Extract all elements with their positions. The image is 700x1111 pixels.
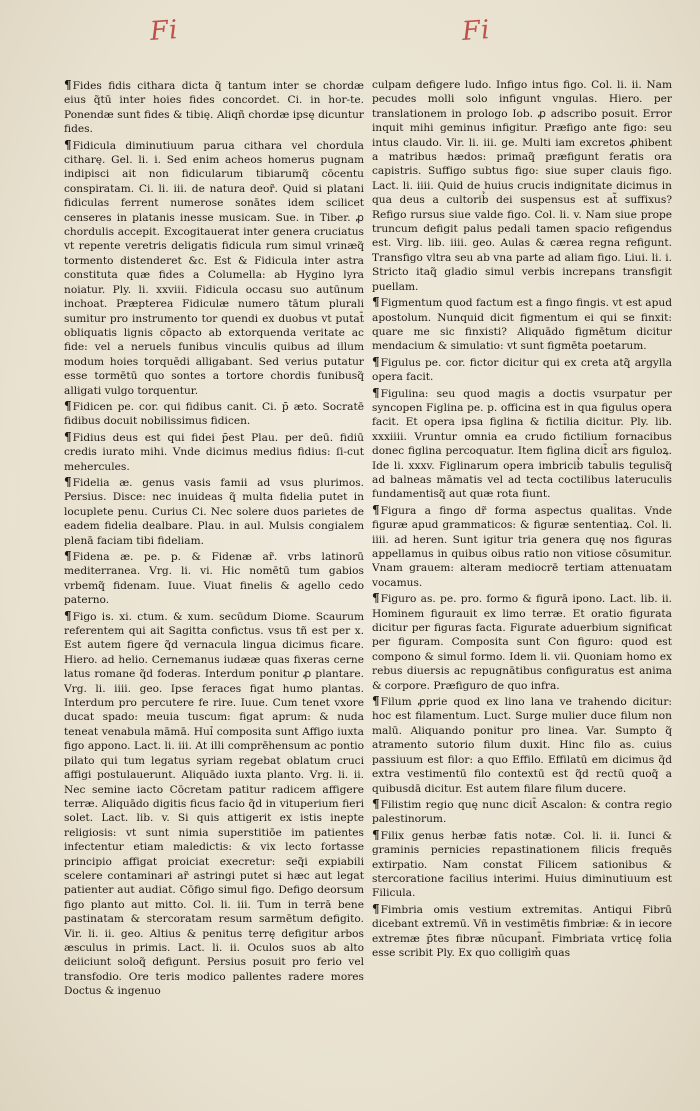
dictionary-entry: ¶Fidelia æ. genus vasis famii ad vsus plurimos. Persius. Disce: nec inuideas q̃ multa fidelia putet in locuplete penu. Curius Ci. Nec solere duos parietes de eadem fidelia dealbare. Plau. in aul. Mulsis congialem plenā faciam tibi fideliam. xyxy=(64,474,364,547)
pilcrow-icon: ¶ xyxy=(372,901,380,916)
running-head-right: Fi xyxy=(460,15,492,47)
dictionary-entry: ¶Figura a fingo dr̃ forma aspectus qualitas. Vnde figuræ apud grammaticos: & figuræ sententiaꝝ. Col. li. iiii. ad heren. Sunt igitur tria genera quę nos figuras appellamus in quibus oibus ratio non vitiose cōsumitur. Vnam grauem: alteram mediocrē tertiam attenuatam vocamus. xyxy=(372,502,672,589)
pilcrow-icon: ¶ xyxy=(372,502,380,517)
pilcrow-icon: ¶ xyxy=(64,78,72,92)
pilcrow-icon: ¶ xyxy=(372,385,380,400)
dictionary-entry: ¶Figuro as. pe. pro. formo & figurā ipono. Lact. lib. ii. Hominem figurauit ex limo terræ. Et oratio figurata dicitur per figuras facta. Figurate aduerbium significat per figuram. Composita sunt Con figuro: quod est compono & simul formo. Idem li. vii. Quoniam homo ex rebus diuersis ac repugnātibus configuratus est anima & corpore. Præfiguro de quo infra. xyxy=(372,591,672,692)
pilcrow-icon: ¶ xyxy=(64,137,72,152)
dictionary-entry: ¶Figo is. xi. ctum. & xum. secūdum Diome. Scaurum referentem qui ait Sagitta confictus. vsus tñ est per x. Est autem figere q̃d vernacula lingua dicimus ficare. Hiero. ad helio. Cernemanus iudææ quas fixeras cerne latus romane q̃d foderas. Interdum ponitur ꝓ plantare. Vrg. li. iiii. geo. Ipse feraces figat humo plantas. Interdum pro percutere fe rire. Iuue. Cum tenet vxore ducat spado: meuia tuscum: figat aprum: & nuda teneat venabula māmā. Huỉ composita sunt Affigo iuxta figo appono. Lact. li. iii. At illi comprēhensum ac pontio pilato qui tum legatus syriam regebat oblatum cruci affigi postulauerunt. Aliquādo iuxta planto. Vrg. li. ii. Nec semine iacto Cōcretam patitur radicem affigere terræ. Aliquādo digitis ficus facio q̃d in vituperium fieri solet. Lact. lib. v. Si quis attigerit ex istis inepte religiosis: vt sunt nimia superstitiōe im patientes infectentur etiam maledictis: & vix lecto fortasse principio affigat proiciat execretur: seq̃i expiabili scelere contaminari ar̃ astringi putet si hæc aut legat patienter aut audiat. Cōfigo simul figo. Defigo deorsum figo planto aut mitto. Col. li. iii. Tum in terrā bene pastinatam & stercoratam resum sarmētum defigito. Vir. li. ii. geo. Altius & penitus terrę defigitur arbos æsculus in primis. Lact. li. ii. Oculos suos ab alto deiiciunt soloq̃ defigunt. Persius posuit pro ferio vel transfodio. Ore teris modico pallentes radere mores Doctus & ingenuo xyxy=(64,608,364,998)
dictionary-entry: ¶Figulina: seu quod magis a doctis vsurpatur per syncopen Figlina pe. p. officina est in qua figulus opera facit. Et opera ipsa figlina & fictilia dicitur. Ply. lib. xxxiiii. Vruntur omnia ea crudo fictilium fornacibus donec figlina percoquatur. Item figlina dicit̄ ars figuloꝝ. Ide li. xxxv. Figlinarum opera imbricib̉ tabulis tegulisq̃ ad balneas māmatis vel ad tecta coctilibus lateruculis fundamentisq̃ aut quæ rota fiunt. xyxy=(372,385,672,501)
dictionary-entry: ¶Fides fidis cithara dicta q̃ tantum inter se chordæ eius q̃tū inter hoies fides concordet. Ci. in hor-te. Ponendæ sunt fides & tibię. Aliqñ chordæ ipsę dicuntur fides. xyxy=(64,78,364,136)
dictionary-entry-continued: culpam defigere ludo. Infigo intus figo. Col. li. ii. Nam pecudes molli solo infigunt vngulas. Hiero. per translationem in prologo Iob. ꝓ adscribo posuit. Error inquit mihi geminus infigitur. Præfigo ante figo: seu intus claudo. Vir. li. iii. ge. Multi iam excretos ꝓhibent a matribus hædos: primaq̃ præfigunt feratis ora capistris. Suffigo subtus figo: siue super clauis figo. Lact. li. iiii. Quid de huius crucis indignitate dicimus in qua deus a cultorib̉ dei suspensus est at̃ suffixus? Refigo rursus siue valde figo. Col. li. v. Nam siue prope truncum defigit palus pedali tamen spacio refigendus est. Virg. lib. iiii. geo. Aulas & cærea regna refigunt. Transfigo vltra seu ab vna parte ad aliam figo. Liui. li. i. Stricto itaq̃ gladio simul verbis increpans transfigit puellam. xyxy=(372,79,672,293)
dictionary-entry: ¶Figmentum quod factum est a fingo fingis. vt est apud apostolum. Nunquid dicit figmentum ei qui se finxit: quare me sic finxisti? Aliquādo figmētum dicitur mendacium & simulatio: vt sunt figmēta poetarum. xyxy=(372,295,672,353)
pilcrow-icon: ¶ xyxy=(372,591,380,606)
dictionary-entry: ¶Filix genus herbæ fatis notæ. Col. li. ii. Iunci & graminis pernicies repastinationem filicis frequēs extirpatio. Nam constat Filicem sationibus & stercoratione facilius interimi. Huius diminutiuum est Filicula. xyxy=(372,827,672,900)
pilcrow-icon: ¶ xyxy=(64,398,72,413)
dictionary-entry: ¶Filum ꝓprie quod ex lino lana ve trahendo dicitur: hoc est filamentum. Luct. Surge mulier duce filum non malū. Aliquando ponitur pro linea. Var. Sumpto q̃ atramento sutorio filum duxit. Hinc filo as. cuius passiuum est filor: a quo Effilo. Effilatū em dicimus q̃d extra vestimentū filo contextū est q̃d rectū quoq̃ a quibusdā dicitur. Est autem filare filum ducere. xyxy=(372,694,672,795)
pilcrow-icon: ¶ xyxy=(64,608,72,623)
dictionary-entry: ¶Figulus pe. cor. fictor dicitur qui ex creta atq̃ argylla opera facit. xyxy=(372,354,672,384)
pilcrow-icon: ¶ xyxy=(372,354,380,369)
pilcrow-icon: ¶ xyxy=(372,827,380,842)
dictionary-entry: ¶Fimbria omis vestium extremitas. Antiqui Fibrū dicebant extremū. Vñ in vestimētis fimbriæ: & in iecore extremæ p̄tes fibræ nūcupant̄. Fimbriata vrticę folia esse scribit Ply. Ex quo colligim̉ quas xyxy=(372,901,672,959)
dictionary-entry: ¶Fidius deus est qui fidei p̄est Plau. per deū. fidiū credis iurato mihi. Vnde dicimus medius fidius: ſi-cut mehercules. xyxy=(64,429,364,473)
dictionary-entry: ¶Fidena æ. pe. p. & Fidenæ ar̃. vrbs latinorū mediterranea. Vrg. li. vi. Hic nomētū tum gabios vrbemq̃ fidenam. Iuue. Viuat finelis & agello cedo paterno. xyxy=(64,549,364,607)
pilcrow-icon: ¶ xyxy=(64,429,72,444)
running-head-left: Fi xyxy=(148,15,180,47)
pilcrow-icon: ¶ xyxy=(372,796,380,811)
pilcrow-icon: ¶ xyxy=(372,694,380,709)
pilcrow-icon: ¶ xyxy=(64,474,72,489)
right-text-column xyxy=(372,78,672,1093)
dictionary-entry: ¶Filistim regio quę nunc dicit̄ Ascalon: & contra regio palestinorum. xyxy=(372,796,672,826)
left-text-column xyxy=(64,78,364,1093)
pilcrow-icon: ¶ xyxy=(372,295,380,310)
dictionary-entry: ¶Fidicen pe. cor. qui fidibus canit. Ci. p̄ æto. Socratē fidibus docuit nobilissimus fidicen. xyxy=(64,398,364,428)
pilcrow-icon: ¶ xyxy=(64,549,72,563)
dictionary-entry: ¶Fidicula diminutiuum parua cithara vel chordula citharę. Gel. li. i. Sed enim acheos homerus pugnam indipisci ait non fidicularum tibiarumq̃ cōcentu conspiratam. Ci. li. iii. de natura deor̃. Quid si platani fidiculas ferrent numerose sonātes idem scilicet censeres in platanis inesse musicam. Sue. in Tiber. ꝓ chordulis accepit. Excogitauerat inter genera cruciatus vt repente veretris deligatis fidicula rum simul vrinæq̃ tormento distenderet &c. Est & Fidicula inter astra constituta quæ fides a Columella: ab Hygino lyra noiatur. Ply. li. xxviii. Fidicula occasu suo autūnum inchoat. Præpterea Fidiculæ numero tātum plurali sumitur pro instrumento tor quendi ex duobus vt putat̄ obliquatis lignis cōpacto ab extorquenda veritate ac fide: vel a neruels funibus vinculis quibus ad illum modum hoies torquēdi alligabant. Sed verius putatur esse tormētū quo sontes a tortore chordis funibusq̃ alligati vulgo torquentur. xyxy=(64,137,364,397)
